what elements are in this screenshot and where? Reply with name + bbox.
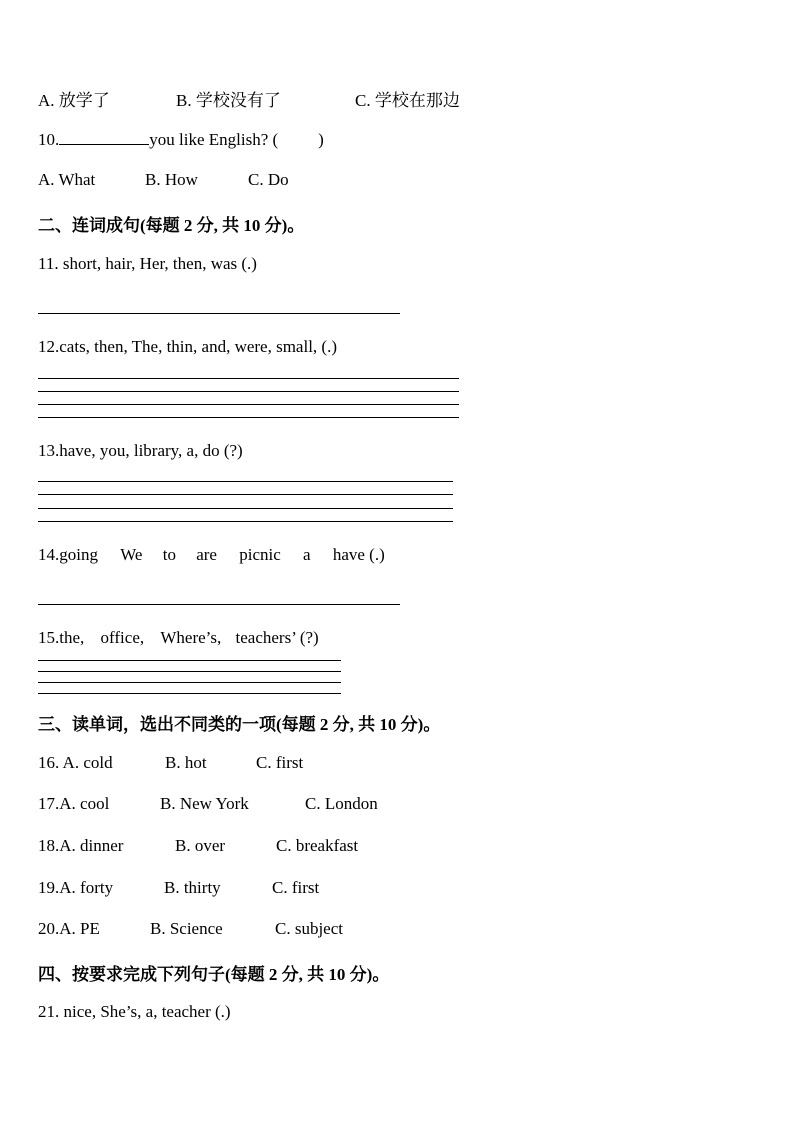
q17-option-c: C. London: [305, 794, 378, 813]
word: to: [162, 545, 176, 564]
question-number: 14.: [38, 545, 60, 564]
answer-paren-close: ): [318, 130, 324, 149]
word: have (.): [332, 545, 385, 564]
word: the,: [59, 628, 85, 647]
answer-line[interactable]: [38, 378, 459, 379]
answer-line[interactable]: [38, 508, 453, 509]
question-text: you like English? (: [149, 130, 279, 149]
question-15: [38, 628, 319, 648]
q18-option-c: C. breakfast: [276, 836, 359, 855]
q9-option-b: B. 学校没有了: [176, 91, 281, 110]
word: a: [303, 545, 311, 564]
q16-option-a: 16. A. cold: [38, 753, 113, 772]
answer-line[interactable]: [38, 404, 459, 405]
word: Where’s,: [160, 628, 222, 647]
q10-option-c: C. Do: [248, 170, 289, 189]
q17-option-b: B. New York: [160, 794, 249, 813]
word: going: [59, 545, 98, 564]
question-13: 13.have, you, library, a, do (?): [38, 441, 243, 460]
answer-line[interactable]: [38, 521, 453, 522]
q19-option-a: 19.A. forty: [38, 878, 114, 897]
q20-option-b: B. Science: [150, 919, 223, 938]
section-2-heading: 二、连词成句(每题 2 分, 共 10 分)。: [38, 216, 305, 235]
q17-option-a: 17.A. cool: [38, 794, 110, 813]
answer-line[interactable]: [38, 693, 341, 694]
answer-blank[interactable]: [59, 129, 149, 145]
q9-option-c: C. 学校在那边: [355, 91, 460, 110]
q10-option-a: A. What: [38, 170, 96, 189]
word: picnic: [239, 545, 281, 564]
word: office,: [100, 628, 145, 647]
q16-option-b: B. hot: [165, 753, 207, 772]
q10-option-b: B. How: [145, 170, 198, 189]
question-12: 12.cats, then, The, thin, and, were, small, (.): [38, 337, 337, 356]
word: are: [196, 545, 217, 564]
answer-line[interactable]: [38, 313, 400, 314]
answer-line[interactable]: [38, 481, 453, 482]
q20-option-c: C. subject: [275, 919, 343, 938]
question-number: 15.: [38, 628, 60, 647]
q19-option-b: B. thirty: [164, 878, 221, 897]
question-21: 21. nice, She’s, a, teacher (.): [38, 1002, 231, 1021]
section-4-heading: 四、按要求完成下列句子(每题 2 分, 共 10 分)。: [38, 965, 390, 984]
answer-line[interactable]: [38, 604, 400, 605]
q18-option-a: 18.A. dinner: [38, 836, 124, 855]
q18-option-b: B. over: [175, 836, 226, 855]
word: We: [120, 545, 143, 564]
answer-line[interactable]: [38, 417, 459, 418]
question-11: 11. short, hair, Her, then, was (.): [38, 254, 257, 273]
question-10: [38, 129, 324, 150]
word: teachers’ (?): [235, 628, 319, 647]
answer-line[interactable]: [38, 671, 341, 672]
answer-line[interactable]: [38, 682, 341, 683]
answer-line[interactable]: [38, 660, 341, 661]
q16-option-c: C. first: [256, 753, 304, 772]
question-number: 10.: [38, 130, 60, 149]
answer-line[interactable]: [38, 391, 459, 392]
q19-option-c: C. first: [272, 878, 320, 897]
question-14: [38, 545, 385, 565]
section-3-heading: 三、读单词，选出不同类的一项(每题 2 分, 共 10 分)。: [38, 715, 441, 734]
q20-option-a: 20.A. PE: [38, 919, 100, 938]
answer-line[interactable]: [38, 494, 453, 495]
q9-option-a: A. 放学了: [38, 91, 110, 110]
